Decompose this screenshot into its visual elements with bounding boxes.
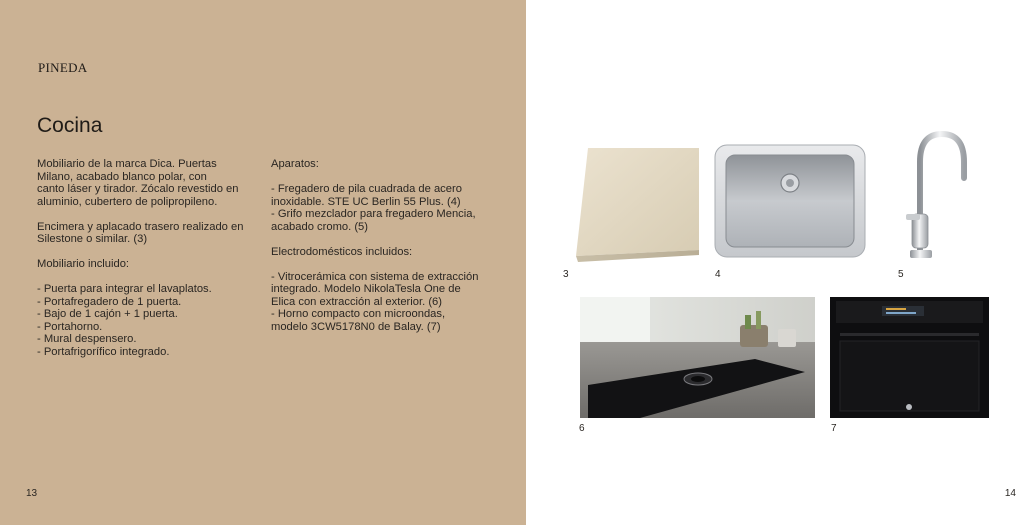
countertop-sample-image bbox=[572, 146, 702, 264]
appliances-list: - Fregadero de pila cuadrada de acero inoxidable. STE UC Berlin 55 Plus. (4) - Grifo mezclador para fregadero Mencia, acabado cromo. (5) bbox=[271, 183, 476, 233]
caption-3: 3 bbox=[563, 269, 569, 280]
sink-image bbox=[712, 143, 868, 259]
cooktop-image bbox=[580, 297, 815, 418]
brand-logo: PINEDA bbox=[38, 60, 88, 75]
caption-4: 4 bbox=[715, 269, 721, 280]
page-number-right: 14 bbox=[1004, 488, 1016, 499]
caption-6: 6 bbox=[579, 423, 585, 434]
faucet-image bbox=[898, 126, 978, 262]
oven-image bbox=[830, 297, 989, 418]
electrical-appliances-heading: Electrodomésticos incluidos: bbox=[271, 245, 413, 258]
furniture-included-list: - Puerta para integrar el lavaplatos. - Portafregadero de 1 puerta. - Bajo de 1 cajón + 1 puerta. - Portahorno. - Mural despensero. - Portafrigorífico integrado. bbox=[37, 283, 212, 358]
caption-5: 5 bbox=[898, 269, 904, 280]
description-column-1 bbox=[37, 158, 262, 358]
page-title: Cocina bbox=[37, 114, 103, 137]
page-number-left: 13 bbox=[26, 488, 38, 499]
caption-7: 7 bbox=[831, 423, 837, 434]
electrical-appliances-list: - Vitrocerámica con sistema de extracción integrado. Modelo NikolaTesla One de Elica con extracción al exterior. (6) - Horno compacto con microondas, modelo 3CW5178N0 de Balay. (7) bbox=[271, 270, 479, 333]
description-column-2 bbox=[271, 158, 501, 333]
appliances-heading: Aparatos: bbox=[271, 158, 319, 170]
furniture-included-heading: Mobiliario incluido: bbox=[37, 258, 130, 270]
countertop-description: Encimera y aplacado trasero realizado en Silestone o similar. (3) bbox=[37, 220, 244, 245]
furniture-description: Mobiliario de la marca Dica. Puertas Milano, acabado blanco polar, con canto láser y tirador. Zócalo revestido en aluminio, cubertero de polipropileno. bbox=[37, 158, 239, 208]
